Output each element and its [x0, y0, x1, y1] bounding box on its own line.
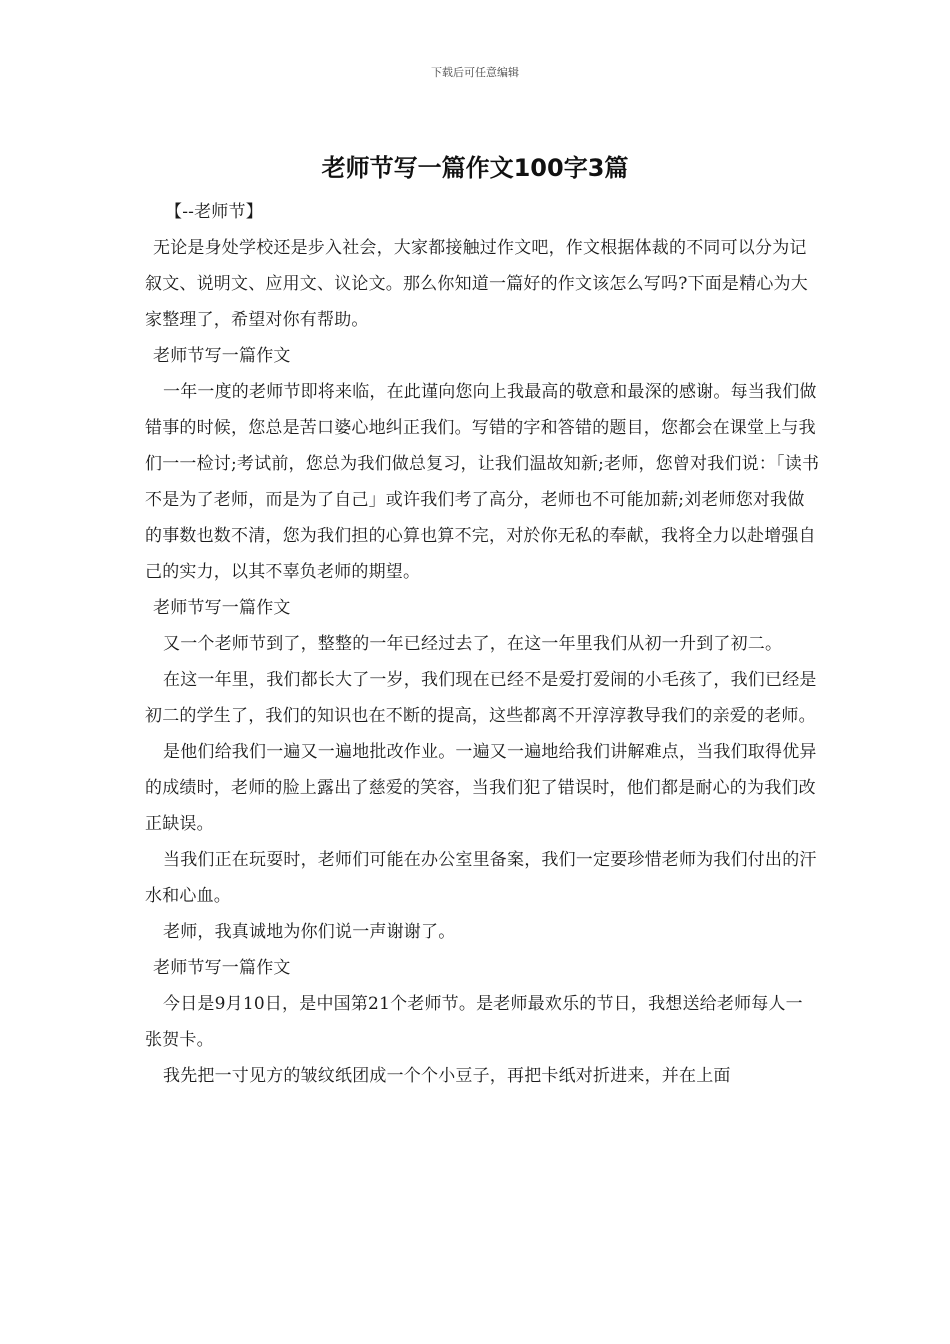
section-heading: 老师节写一篇作文 — [153, 346, 291, 366]
section-heading: 老师节写一篇作文 — [153, 598, 291, 618]
paragraph: 当我们正在玩耍时，老师们可能在办公室里备案，我们一定要珍惜老师为我们付出的汗水和心血。 — [145, 850, 817, 906]
category-tag: 【--老师节】 — [165, 202, 263, 222]
intro-paragraph: 无论是身处学校还是步入社会，大家都接触过作文吧，作文根据体裁的不同可以分为记叙文、说明文、应用文、议论文。那么你知道一篇好的作文该怎么写吗?下面是精心为大家整理了，希望对你有帮助。 — [145, 238, 808, 330]
paragraph: 今日是9月10日，是中国第21个老师节。是老师最欢乐的节日，我想送给老师每人一张贺卡。 — [145, 994, 803, 1050]
paragraph: 老师，我真诚地为你们说一声谢谢了。 — [163, 922, 456, 942]
paragraph: 又一个老师节到了，整整的一年已经过去了，在这一年里我们从初一升到了初二。 — [163, 634, 783, 654]
section-heading: 老师节写一篇作文 — [153, 958, 291, 978]
page-header-note: 下载后可任意编辑 — [431, 66, 519, 79]
paragraph: 是他们给我们一遍又一遍地批改作业。一遍又一遍地给我们讲解难点，当我们取得优异的成绩时，老师的脸上露出了慈爱的笑容，当我们犯了错误时，他们都是耐心的为我们改正缺误。 — [145, 742, 817, 834]
document-title: 老师节写一篇作文100字3篇 — [321, 154, 629, 182]
paragraph: 一年一度的老师节即将来临，在此谨向您向上我最高的敬意和最深的感谢。每当我们做错事的时候，您总是苦口婆心地纠正我们。写错的字和答错的题目，您都会在课堂上与我们一一检讨;考试前，您总为我们做总复习，让我们温故知新;老师，您曾对我们说：「读书不是为了老师，而是为了自己」或许我们考了高分，老师也不可能加薪;刘老师您对我做的事数也数不清，您为我们担的心算也算不完，对於你无私的奉献，我将全力以赴增强自己的实力，以其不辜负老师的期望。 — [145, 382, 820, 582]
paragraph: 我先把一寸见方的皱纹纸团成一个个小豆子，再把卡纸对折进来，并在上面 — [163, 1066, 731, 1086]
document-body — [145, 194, 820, 1094]
paragraph: 在这一年里，我们都长大了一岁，我们现在已经不是爱打爱闹的小毛孩了，我们已经是初二的学生了，我们的知识也在不断的提高，这些都离不开淳淳教导我们的亲爱的老师。 — [145, 670, 817, 726]
